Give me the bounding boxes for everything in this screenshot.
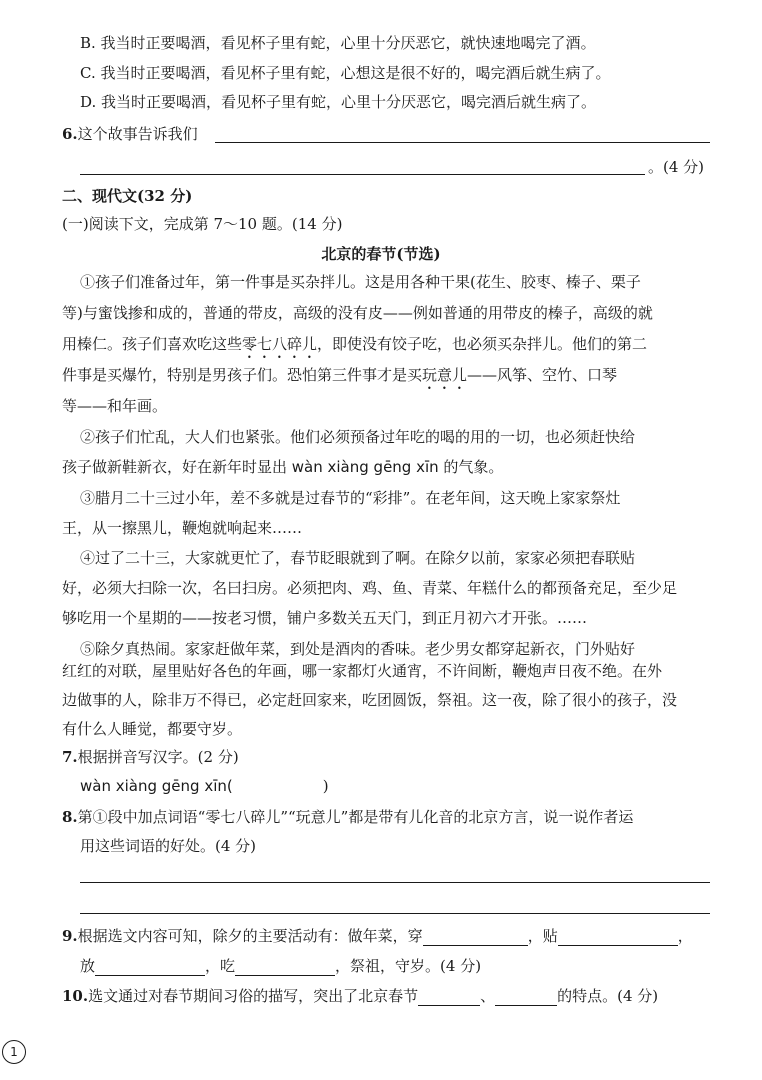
question-9-text: 放 <box>80 957 96 975</box>
question-9-text: ，祭祖，守岁。(4 分) <box>335 957 482 975</box>
dotted-word: 玩意儿 <box>422 366 468 384</box>
passage-line: ①孩子们准备过年，第一件事是买杂拌儿。这是用各种干果(花生、胶枣、榛子、栗子 <box>80 273 641 291</box>
passage-line: 够吃用一个星期的——按老习惯，铺户多数关五天门，到正月初六才开张。…… <box>62 609 588 627</box>
section-heading: 二、现代文(32 分) <box>62 187 193 205</box>
passage-line <box>62 457 503 477</box>
answer-blank[interactable] <box>495 989 557 1006</box>
question-7-text: 根据拼音写汉字。(2 分) <box>77 748 239 766</box>
close-paren: ) <box>322 777 329 795</box>
question-9 <box>62 926 693 946</box>
answer-line[interactable] <box>80 882 710 883</box>
text-fragment: 的气象。 <box>438 458 504 476</box>
section-subheading: (一)阅读下文，完成第 7～10 题。(14 分) <box>62 215 343 233</box>
question-10-text: 的特点。(4 分) <box>557 987 659 1005</box>
text-fragment: ，即使没有饺子吃，也必须买杂拌儿。他们的第二 <box>317 335 648 353</box>
question-7-answer <box>80 776 329 796</box>
passage-line: ③腊月二十三过小年，差不多就是过春节的“彩排”。在老年间，这天晚上家家祭灶 <box>80 489 621 507</box>
question-6-points: 。(4 分) <box>648 158 705 176</box>
question-number: 6. <box>62 125 78 143</box>
passage-line <box>62 365 617 393</box>
question-10-text: 选文通过对春节期间习俗的描写，突出了北京春节 <box>88 987 419 1005</box>
question-number: 10. <box>62 987 89 1005</box>
question-8-line1: 第①段中加点词语“零七八碎儿”“玩意儿”都是带有儿化音的北京方言，说一说作者运 <box>77 808 634 826</box>
question-10 <box>62 986 658 1006</box>
passage-line: 红红的对联，屋里贴好各色的年画，哪一家都灯火通宵，不许间断，鞭炮声日夜不绝。在外 <box>62 662 663 680</box>
passage-line: 有什么人睡觉，都要守岁。 <box>62 720 243 738</box>
option-c: C. 我当时正要喝酒，看见杯子里有蛇，心想这是很不好的，喝完酒后就生病了。 <box>80 64 611 82</box>
question-7 <box>62 747 239 767</box>
answer-blank[interactable] <box>558 929 678 946</box>
passage-line: 边做事的人，除非万不得已，必定赶回家来，吃团圆饭，祭祖。这一夜，除了很小的孩子，没 <box>62 691 678 709</box>
question-number: 7. <box>62 748 78 766</box>
question-9-text: ，贴 <box>527 927 558 945</box>
answer-line[interactable] <box>80 913 710 914</box>
passage-line: 好，必须大扫除一次，名曰扫房。必须把肉、鸡、鱼、青菜、年糕什么的都预备充足，至少足 <box>62 579 678 597</box>
question-9-line2 <box>80 956 481 976</box>
question-9-text: ，吃 <box>205 957 236 975</box>
option-d: D. 我当时正要喝酒，看见杯子里有蛇，心里十分厌恶它，喝完酒后就生病了。 <box>80 93 597 111</box>
question-9-text: 根据选文内容可知，除夕的主要活动有：做年菜，穿 <box>77 927 423 945</box>
page-number: 1 <box>2 1040 26 1064</box>
answer-line[interactable] <box>80 174 645 175</box>
passage-line: ④过了二十三，大家就更忙了，春节眨眼就到了啊。在除夕以前，家家必须把春联贴 <box>80 549 636 567</box>
question-8 <box>62 807 633 827</box>
dotted-word: 零七八碎儿 <box>242 335 318 353</box>
answer-blank[interactable] <box>235 959 335 976</box>
question-8-line2: 用这些词语的好处。(4 分) <box>80 837 257 855</box>
passage-line: 等——和年画。 <box>62 397 168 415</box>
passage-title: 北京的春节(节选) <box>321 245 441 263</box>
text-fragment: 件事是买爆竹，特别是男孩子们。恐怕第三件事才是买 <box>62 366 423 384</box>
answer-blank[interactable] <box>423 929 528 946</box>
answer-blank[interactable] <box>418 989 480 1006</box>
passage-line: ②孩子们忙乱，大人们也紧张。他们必须预备过年吃的喝的用的一切，也必须赶快给 <box>80 428 636 446</box>
pinyin-text: wàn xiàng gēng xīn <box>291 458 439 476</box>
text-fragment: 用榛仁。孩子们喜欢吃这些 <box>62 335 243 353</box>
option-b: B. 我当时正要喝酒，看见杯子里有蛇，心里十分厌恶它，就快速地喝完了酒。 <box>80 34 596 52</box>
answer-blank[interactable] <box>95 959 205 976</box>
text-fragment: ——风筝、空竹、口琴 <box>467 366 618 384</box>
passage-line: 王，从一擦黑儿，鞭炮就响起来…… <box>62 519 303 537</box>
question-6-text: 这个故事告诉我们 <box>77 125 198 143</box>
question-9-text: ， <box>677 927 693 945</box>
question-number: 9. <box>62 927 78 945</box>
passage-line: ⑤除夕真热闹。家家赶做年菜，到处是酒肉的香味。老少男女都穿起新衣，门外贴好 <box>80 640 636 658</box>
text-fragment: 孩子做新鞋新衣，好在新年时显出 <box>62 458 292 476</box>
pinyin-prompt: wàn xiàng gēng xīn( <box>80 777 233 795</box>
question-6 <box>62 124 198 144</box>
passage-line: 等)与蜜饯掺和成的，普通的带皮，高级的没有皮——例如普通的用带皮的榛子，高级的就 <box>62 304 653 322</box>
question-10-text: 、 <box>480 987 496 1005</box>
passage-line <box>62 334 647 362</box>
question-number: 8. <box>62 808 78 826</box>
answer-line[interactable] <box>215 142 710 143</box>
